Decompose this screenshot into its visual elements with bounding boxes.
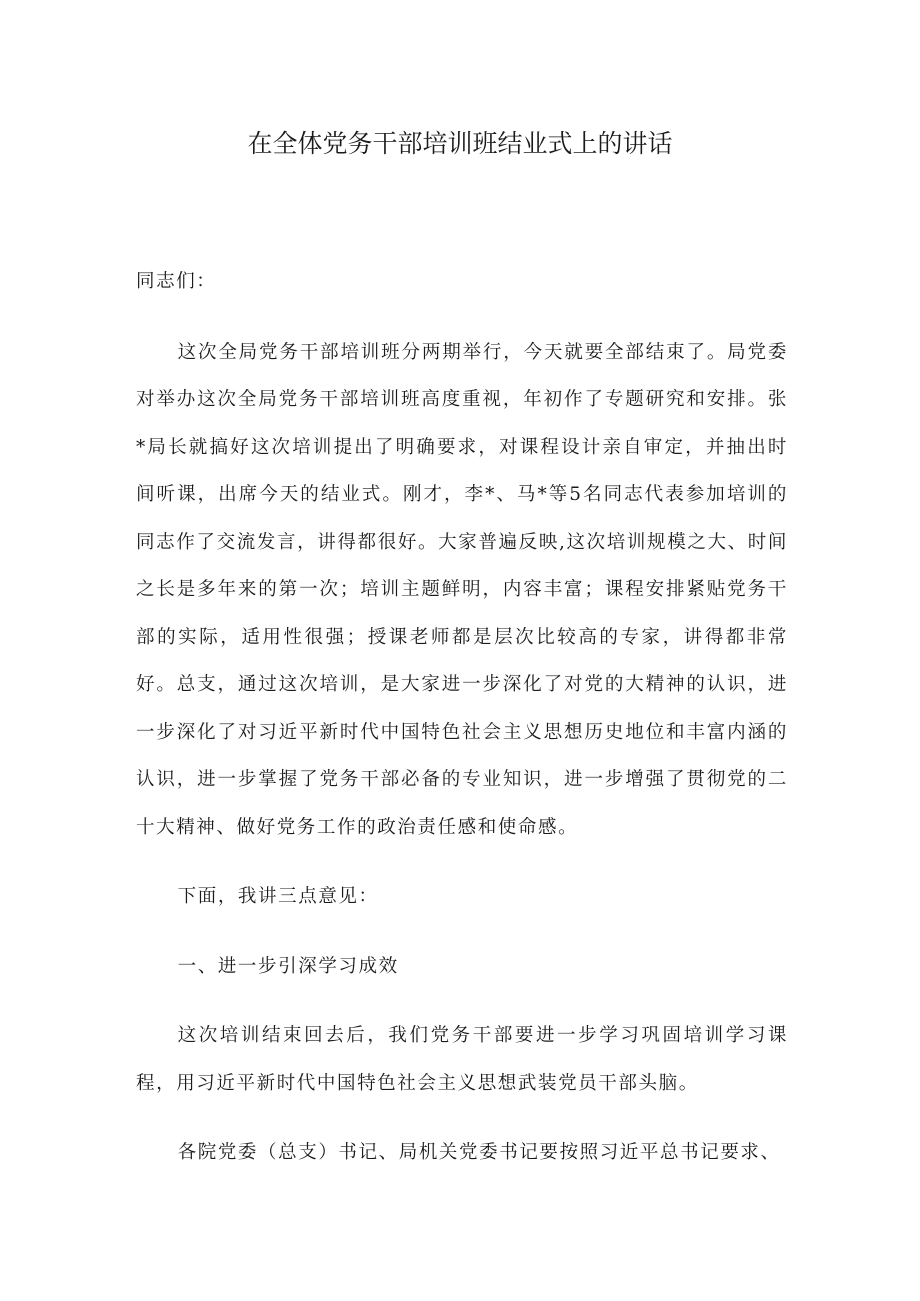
salutation: 同志们： [136, 271, 217, 292]
section-1-heading: 一、进一步引深学习成效 [177, 955, 399, 977]
paragraph-intro: 这次全局党务干部培训班分两期举行，今天就要全部结束了。局党委对举办这次全局党务干部培训班高度重视，年初作了专题研究和安排。张*局长就搞好这次培训提出了明确要求，对课程设计亲自审定，并抽出时间听课，出席今天的结业式。刚才，李*、马*等5名同志代表参加培训的同志作了交流发言，讲得都很好。大家普遍反映,这次培训规模之大、时间之长是多年来的第一次；培训主题鲜明，内容丰富；课程安排紧贴党务干部的实际，适用性很强；授课老师都是层次比较高的专家，讲得都非常好。总支，通过这次培训，是大家进一步深化了对党的大精神的认识，进一步深化了对习近平新时代中国特色社会主义思想历史地位和丰富内涵的认识，进一步掌握了党务干部必备的专业知识，进一步增强了贯彻党的二十大精神、做好党务工作的政治责任感和使命感。 [136, 341, 788, 838]
section-1-paragraph-2: 各院党委（总支）书记、局机关党委书记要按照习近平总书记要求、 [177, 1142, 781, 1163]
section-1-paragraph-1: 这次培训结束回去后，我们党务干部要进一步学习巩固培训学习课程，用习近平新时代中国特色社会主义思想武装党员干部头脑。 [136, 1025, 788, 1094]
document-body [136, 258, 788, 1177]
document-title: 在全体党务干部培训班结业式上的讲话 [247, 129, 673, 158]
paragraph-lead: 下面，我讲三点意见： [177, 886, 379, 907]
